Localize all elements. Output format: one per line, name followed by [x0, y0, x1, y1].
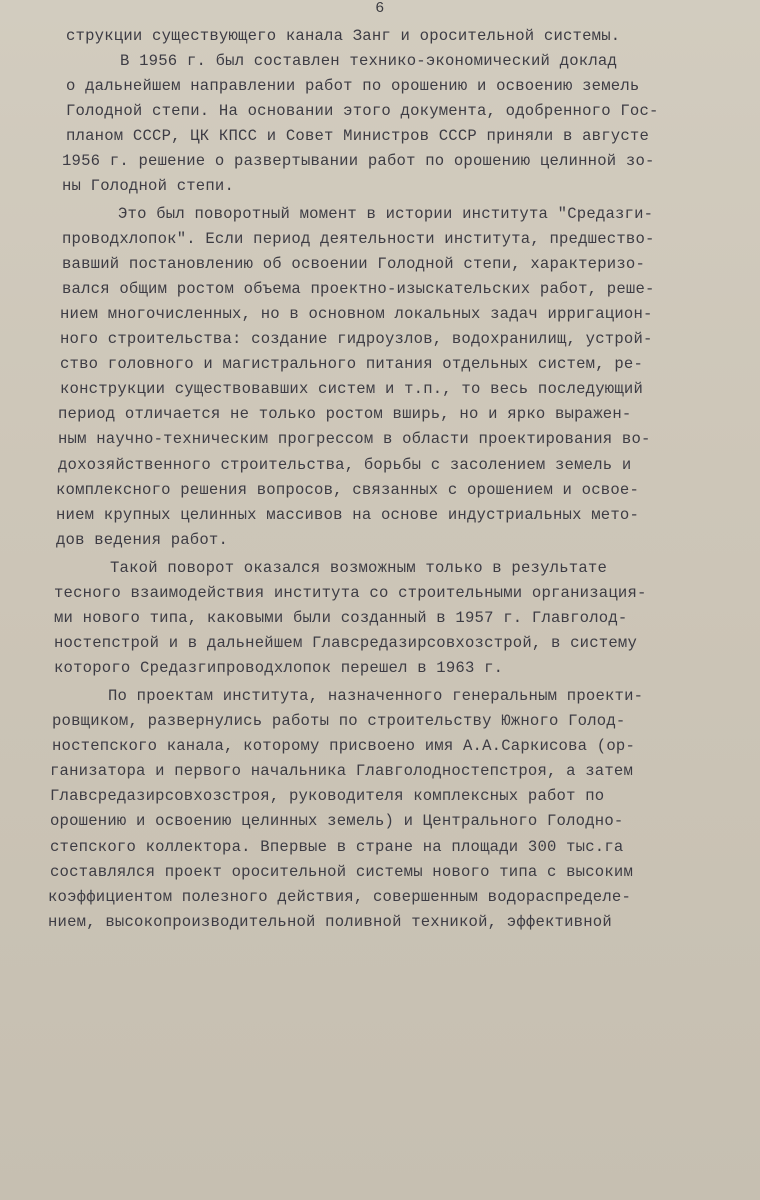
- text-line: дов ведения работ.: [56, 531, 229, 549]
- text-line: ровщиком, развернулись работы по строительству Южного Голод-: [52, 712, 626, 730]
- text-line: проводхлопок". Если период деятельности института, предшество-: [62, 230, 655, 248]
- text-line: ганизатора и первого начальника Главголодностепстроя, а затем: [50, 762, 634, 780]
- page-number: 6: [375, 0, 385, 17]
- text-line: нием многочисленных, но в основном локальных задач ирригацион-: [60, 305, 653, 323]
- text-line: орошению и освоению целинных земель) и Центрального Голодно-: [50, 812, 624, 830]
- text-line: Это был поворотный момент в истории института "Средазги-: [118, 205, 654, 223]
- text-line: ностепского канала, которому присвоено имя А.А.Саркисова (ор-: [52, 737, 636, 755]
- text-line: ного строительства: создание гидроузлов, водохранилищ, устрой-: [60, 330, 653, 348]
- text-line: комплексного решения вопросов, связанных с орошением и освое-: [56, 481, 640, 499]
- text-line: Голодной степи. На основании этого документа, одобренного Гос-: [66, 102, 659, 120]
- text-line: Такой поворот оказался возможным только в результате: [110, 559, 608, 577]
- text-line: составлялся проект оросительной системы нового типа с высоким: [50, 863, 634, 881]
- text-line: струкции существующего канала Занг и оросительной системы.: [66, 27, 621, 45]
- text-line: ным научно-техническим прогрессом в области проектирования во-: [58, 430, 651, 448]
- text-line: нием крупных целинных массивов на основе индустриальных мето-: [56, 506, 640, 524]
- text-line: коэффициентом полезного действия, совершенным водораспределе-: [48, 888, 632, 906]
- text-line: вался общим ростом объема проектно-изыскательских работ, реше-: [62, 280, 655, 298]
- text-line: ми нового типа, каковыми были созданный в 1957 г. Главголод-: [54, 609, 628, 627]
- text-line: которого Средазгипроводхлопок перешел в 1963 г.: [54, 659, 504, 677]
- text-line: нием, высокопроизводительной поливной техникой, эффективной: [48, 913, 612, 931]
- text-line: конструкции существовавших систем и т.п., то весь последующий: [60, 380, 644, 398]
- text-line: Главсредазирсовхозстроя, руководителя комплексных работ по: [50, 787, 605, 805]
- text-line: По проектам института, назначенного генеральным проекти-: [108, 687, 644, 705]
- text-line: тесного взаимодействия института со строительными организация-: [54, 584, 647, 602]
- text-line: о дальнейшем направлении работ по орошению и освоению земель: [66, 77, 640, 95]
- text-line: вавший постановлению об освоении Голодной степи, характеризо-: [62, 255, 646, 273]
- text-line: ностепстрой и в дальнейшем Главсредазирсовхозстрой, в систему: [54, 634, 638, 652]
- text-line: ство головного и магистрального питания отдельных систем, ре-: [60, 355, 644, 373]
- text-line: дохозяйственного строительства, борьбы с засолением земель и: [58, 456, 632, 474]
- text-line: 1956 г. решение о развертывании работ по орошению целинной зо-: [62, 152, 655, 170]
- text-line: планом СССР, ЦК КПСС и Совет Министров СССР приняли в августе: [66, 127, 650, 145]
- text-line: период отличается не только ростом вширь, но и ярко выражен-: [58, 405, 632, 423]
- text-line: степского коллектора. Впервые в стране на площади 300 тыс.га: [50, 838, 624, 856]
- text-line: ны Голодной степи.: [62, 177, 235, 195]
- text-line: В 1956 г. был составлен технико-экономический доклад: [120, 52, 618, 70]
